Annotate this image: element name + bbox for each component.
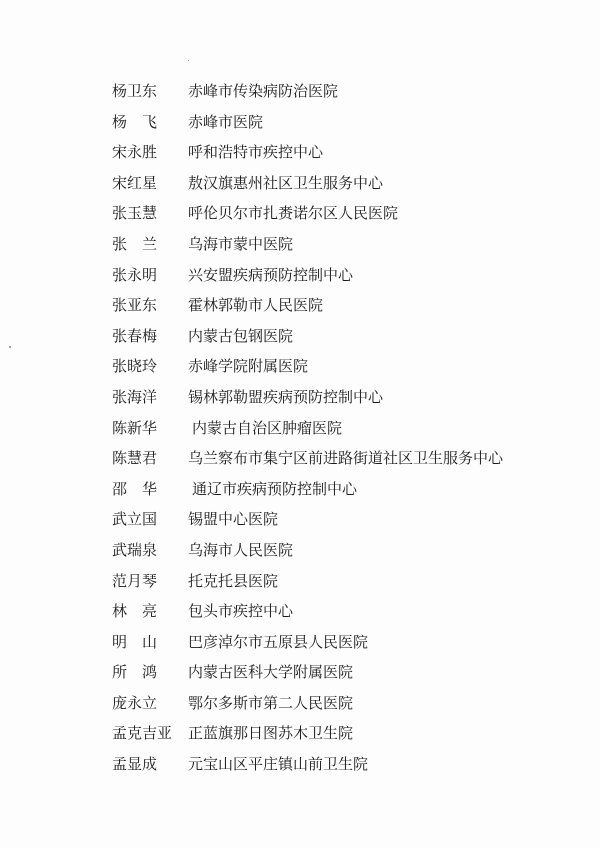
list-item bbox=[112, 504, 582, 535]
person-name: 宋永胜 bbox=[112, 143, 158, 162]
person-name: 明 山 bbox=[112, 632, 158, 651]
list-item bbox=[112, 137, 582, 168]
list-item bbox=[112, 474, 582, 505]
list-item bbox=[112, 168, 582, 199]
organization-name: 锡林郭勒盟疾病预防控制中心 bbox=[188, 387, 384, 406]
person-name: 张海洋 bbox=[112, 387, 158, 406]
organization-name: 赤峰市传染病防治医院 bbox=[188, 82, 339, 100]
organization-name: 内蒙古包钢医院 bbox=[188, 326, 294, 345]
list-item bbox=[112, 198, 582, 229]
person-name: 孟显成 bbox=[112, 755, 158, 774]
person-name: 武瑞泉 bbox=[112, 540, 158, 559]
organization-name: 巴彦淖尔市五原县人民医院 bbox=[188, 632, 369, 651]
organization-name: 内蒙古自治区肿瘤医院 bbox=[192, 418, 343, 437]
person-name: 张玉慧 bbox=[112, 204, 158, 223]
list-item bbox=[112, 76, 582, 107]
person-name: 张春梅 bbox=[112, 326, 158, 345]
person-name: 邵 华 bbox=[112, 479, 158, 498]
list-item bbox=[112, 229, 582, 260]
list-item bbox=[112, 566, 582, 597]
person-name: 张 兰 bbox=[112, 234, 158, 253]
organization-name: 托克托县医院 bbox=[188, 571, 279, 590]
list-item bbox=[112, 382, 582, 413]
scan-speck bbox=[188, 60, 189, 61]
list-item bbox=[112, 290, 582, 321]
organization-name: 赤峰学院附属医院 bbox=[188, 357, 309, 376]
person-name: 陈慧君 bbox=[112, 449, 158, 468]
person-name: 林 亮 bbox=[112, 602, 158, 621]
organization-name: 乌兰察布市集宁区前进路街道社区卫生服务中心 bbox=[188, 449, 504, 468]
organization-name: 呼和浩特市疾控中心 bbox=[188, 143, 324, 162]
list-item bbox=[112, 535, 582, 566]
person-name: 陈新华 bbox=[112, 418, 158, 437]
person-name: 宋红星 bbox=[112, 173, 158, 192]
organization-name: 包头市疾控中心 bbox=[188, 602, 294, 621]
list-item bbox=[112, 260, 582, 291]
organization-name: 鄂尔多斯市第二人民医院 bbox=[188, 693, 354, 712]
list-item bbox=[112, 688, 582, 719]
person-name: 庞永立 bbox=[112, 693, 158, 712]
list-item bbox=[112, 107, 582, 138]
list-item bbox=[112, 351, 582, 382]
person-name: 张永明 bbox=[112, 265, 158, 284]
organization-name: 霍林郭勒市人民医院 bbox=[188, 296, 324, 315]
person-name: 武立国 bbox=[112, 510, 158, 529]
person-name: 张亚东 bbox=[112, 296, 158, 315]
list-item bbox=[112, 718, 582, 749]
list-item bbox=[112, 413, 582, 444]
person-name: 张晓玲 bbox=[112, 357, 158, 376]
organization-name: 正蓝旗那日图苏木卫生院 bbox=[188, 724, 354, 743]
scan-speck bbox=[9, 346, 11, 348]
name-list bbox=[112, 76, 582, 780]
person-name: 所 鸿 bbox=[112, 663, 158, 682]
organization-name: 敖汉旗惠州社区卫生服务中心 bbox=[188, 173, 384, 192]
list-item bbox=[112, 596, 582, 627]
organization-name: 兴安盟疾病预防控制中心 bbox=[188, 265, 354, 284]
list-item bbox=[112, 657, 582, 688]
organization-name: 呼伦贝尔市扎赉诺尔区人民医院 bbox=[188, 204, 399, 223]
organization-name: 乌海市人民医院 bbox=[188, 540, 294, 559]
person-name: 杨卫东 bbox=[112, 82, 158, 100]
organization-name: 锡盟中心医院 bbox=[188, 510, 279, 529]
list-item bbox=[112, 321, 582, 352]
organization-name: 元宝山区平庄镇山前卫生院 bbox=[188, 755, 369, 774]
organization-name: 内蒙古医科大学附属医院 bbox=[188, 663, 354, 682]
person-name: 孟克吉亚 bbox=[112, 724, 173, 743]
list-item bbox=[112, 749, 582, 780]
list-item bbox=[112, 627, 582, 658]
organization-name: 乌海市蒙中医院 bbox=[188, 234, 294, 253]
organization-name: 通辽市疾病预防控制中心 bbox=[192, 479, 358, 498]
person-name: 范月琴 bbox=[112, 571, 158, 590]
list-item bbox=[112, 443, 582, 474]
organization-name: 赤峰市医院 bbox=[188, 112, 264, 131]
person-name: 杨 飞 bbox=[112, 112, 158, 131]
